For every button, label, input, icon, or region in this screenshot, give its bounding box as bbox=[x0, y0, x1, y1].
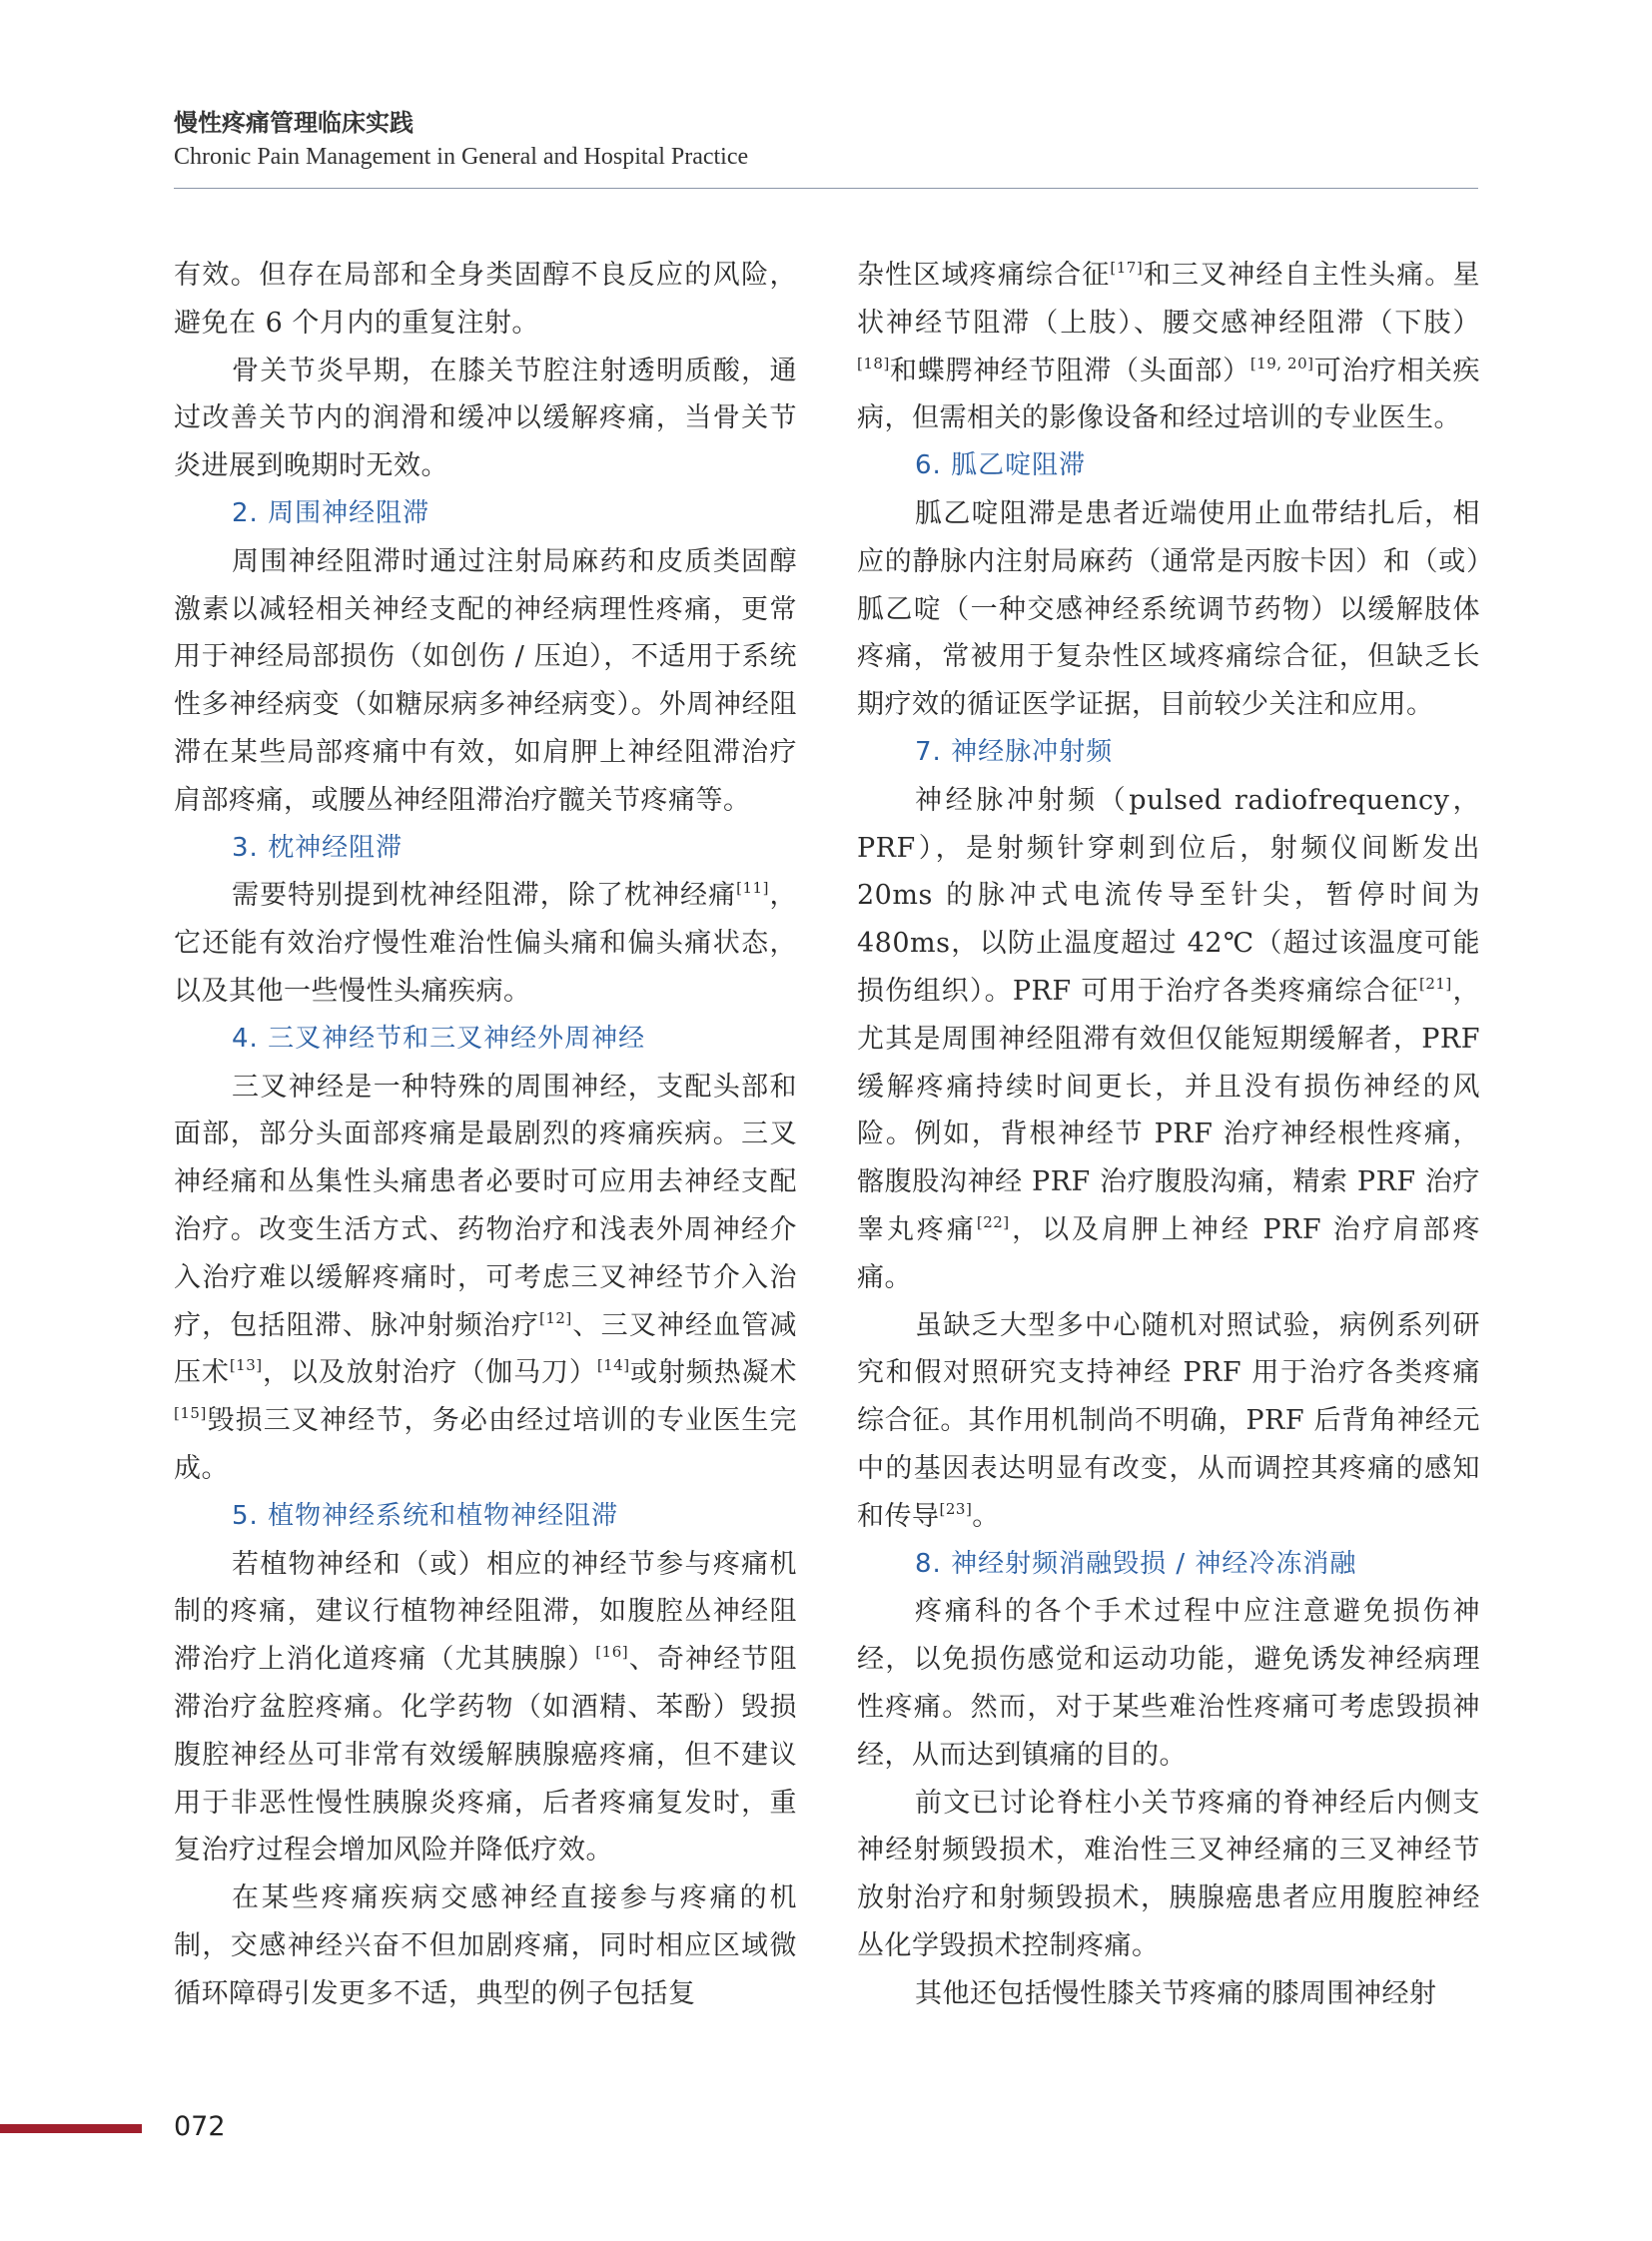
paragraph: 杂性区域疼痛综合征[17]和三叉神经自主性头痛。星状神经节阻滞（上肢）、腰交感神经阻滞（下肢）[18]和蝶腭神经节阻滞（头面部）[19, 20]可治疗相关疾病，但需相关的影像设备和经过培训的专业医生。 bbox=[857, 259, 1481, 434]
paragraph: 若植物神经和（或）相应的神经节参与疼痛机制的疼痛，建议行植物神经阻滞，如腹腔丛神经阻滞治疗上消化道疼痛（尤其胰腺）[16]、奇神经节阻滞治疗盆腔疼痛。化学药物（如酒精、苯酚）毁损腹腔神经丛可非常有效缓解胰腺癌疼痛，但不建议用于非恶性慢性胰腺炎疼痛，后者疼痛复发时，重复治疗过程会增加风险并降低疗效。 bbox=[174, 1548, 798, 1867]
paragraph: 疼痛科的各个手术过程中应注意避免损伤神经，以免损伤感觉和运动功能，避免诱发神经病理性疼痛。然而，对于某些难治性疼痛可考虑毁损神经，从而达到镇痛的目的。 bbox=[857, 1596, 1480, 1771]
journal-title-en: Chronic Pain Management in General and Hospital Practice bbox=[174, 144, 749, 170]
left-column bbox=[174, 252, 797, 2017]
paragraph: 前文已讨论脊柱小关节疼痛的脊神经后内侧支神经射频毁损术，难治性三叉神经痛的三叉神经节放射治疗和射频毁损术，胰腺癌患者应用腹腔神经丛化学毁损术控制疼痛。 bbox=[857, 1787, 1480, 1961]
section-heading: 3. 枕神经阻滞 bbox=[232, 832, 404, 863]
section-heading: 8. 神经射频消融毁损 / 神经冷冻消融 bbox=[915, 1548, 1357, 1579]
paragraph: 胍乙啶阻滞是患者近端使用止血带结扎后，相应的静脉内注射局麻药（通常是丙胺卡因）和（或）胍乙啶（一种交感神经系统调节药物）以缓解肢体疼痛，常被用于复杂性区域疼痛综合征，但缺乏长期疗效的循证医学证据，目前较少关注和应用。 bbox=[857, 497, 1480, 721]
citation: [11] bbox=[736, 879, 769, 898]
paragraph: 虽缺乏大型多中心随机对照试验，病例系列研究和假对照研究支持神经 PRF 用于治疗各类疼痛综合征。其作用机制尚不明确，PRF 后背角神经元中的基因表达明显有改变，从而调控其疼痛的感知和传导[23]。 bbox=[857, 1309, 1480, 1532]
paragraph: 其他还包括慢性膝关节疼痛的膝周围神经射 bbox=[915, 1977, 1437, 2009]
citation: [22] bbox=[976, 1212, 1010, 1231]
running-header bbox=[174, 106, 1478, 174]
paragraph: 骨关节炎早期，在膝关节腔注射透明质酸，通过改善关节内的润滑和缓冲以缓解疼痛，当骨关节炎进展到晚期时无效。 bbox=[174, 355, 797, 482]
paragraph: 三叉神经是一种特殊的周围神经，支配头部和面部，部分头面部疼痛是最剧烈的疼痛疾病。三叉神经痛和丛集性头痛患者必要时可应用去神经支配治疗。改变生活方式、药物治疗和浅表外周神经介入治疗难以缓解疼痛时，可考虑三叉神经节介入治疗，包括阻滞、脉冲射频治疗[12]、三叉神经血管减压术[13]，以及放射治疗（伽马刀）[14]或射频热凝术[15]毁损三叉神经节，务必由经过培训的专业医生完成。 bbox=[174, 1071, 798, 1484]
page-number: 072 bbox=[174, 2111, 226, 2142]
footer-accent-bar bbox=[0, 2124, 142, 2133]
paragraph: 在某些疼痛疾病交感神经直接参与疼痛的机制，交感神经兴奋不但加剧疼痛，同时相应区域微循环障碍引发更多不适，典型的例子包括复 bbox=[174, 1882, 797, 2009]
journal-title-cn: 慢性疼痛管理临床实践 bbox=[174, 109, 413, 137]
citation: [12] bbox=[538, 1308, 572, 1327]
citation: [17] bbox=[1110, 259, 1144, 277]
citation: [18] bbox=[857, 354, 890, 373]
section-heading: 4. 三叉神经节和三叉神经外周神经 bbox=[232, 1023, 646, 1054]
paragraph: 周围神经阻滞时通过注射局麻药和皮质类固醇激素以减轻相关神经支配的神经病理性疼痛，更常用于神经局部损伤（如创伤 / 压迫），不适用于系统性多神经病变（如糖尿病多神经病变）。外周神经阻滞在某些局部疼痛中有效，如肩胛上神经阻滞治疗肩部疼痛，或腰丛神经阻滞治疗髋关节疼痛等。 bbox=[174, 545, 797, 816]
right-column bbox=[857, 252, 1480, 2017]
header-rule bbox=[174, 188, 1478, 189]
citation: [15] bbox=[174, 1404, 207, 1423]
paragraph: 神经脉冲射频（pulsed radiofrequency，PRF），是射频针穿刺到位后，射频仪间断发出 20ms 的脉冲式电流传导至针尖，暂停时间为 480ms，以防止温度超过 42℃（超过该温度可能损伤组织）。PRF 可用于治疗各类疼痛综合征[21]，尤其是周围神经阻滞有效但仅能短期缓解者，PRF 缓解疼痛持续时间更长，并且没有损伤神经的风险。例如，背根神经节 PRF 治疗神经根性疼痛，髂腹股沟神经 PRF 治疗腹股沟痛，精索 PRF 治疗睾丸疼痛[22]，以及肩胛上神经 PRF 治疗肩部疼痛。 bbox=[857, 784, 1481, 1293]
paragraph: 有效。但存在局部和全身类固醇不良反应的风险，避免在 6 个月内的重复注射。 bbox=[174, 260, 797, 339]
paragraph: 需要特别提到枕神经阻滞，除了枕神经痛[11]，它还能有效治疗慢性难治性偏头痛和偏头痛状态，以及其他一些慢性头痛疾病。 bbox=[174, 879, 798, 1007]
citation: [21] bbox=[1418, 974, 1452, 993]
citation: [14] bbox=[596, 1356, 630, 1375]
citation: [23] bbox=[939, 1499, 973, 1518]
citation: [19, 20] bbox=[1249, 354, 1314, 373]
section-heading: 2. 周围神经阻滞 bbox=[232, 497, 430, 528]
citation: [13] bbox=[229, 1356, 263, 1375]
citation: [16] bbox=[595, 1643, 629, 1662]
section-heading: 7. 神经脉冲射频 bbox=[915, 736, 1114, 767]
section-heading: 5. 植物神经系统和植物神经阻滞 bbox=[232, 1500, 619, 1531]
section-heading: 6. 胍乙啶阻滞 bbox=[915, 450, 1087, 481]
